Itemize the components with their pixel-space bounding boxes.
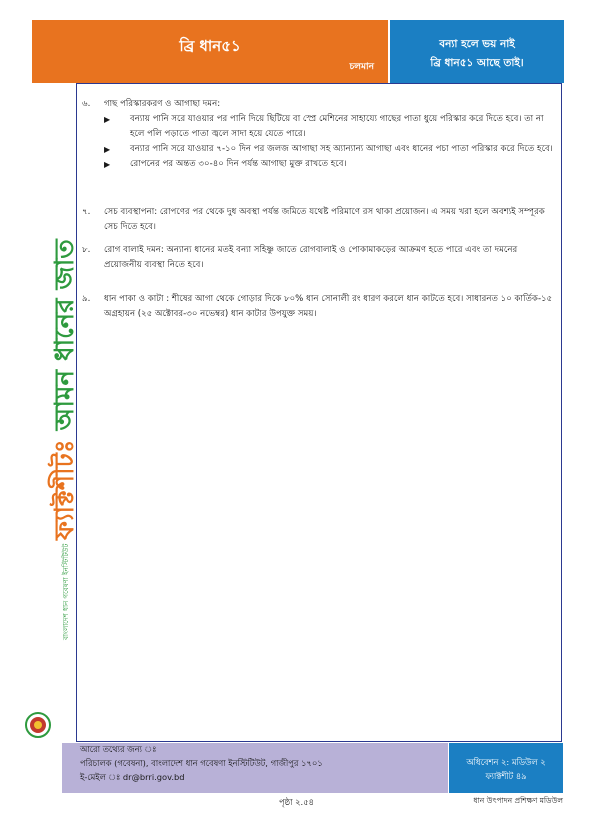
section-number: ৭.	[82, 207, 91, 217]
section-number: ৮.	[82, 245, 91, 255]
section-text: রোগ বালাই দমন: অন্যান্য ধানের মতই বন্যা সহিষ্ণু জাতে রোগবালাই ও পোকামাকড়ের আক্রমণ হতে পারে এবং তা দমনের প্রয়োজনীয় ব্যবস্থা নিতে হবে।	[104, 245, 518, 270]
bullet-item	[104, 142, 556, 157]
status-label: চলমান	[349, 62, 374, 72]
bullet-arrow-icon: ▶	[104, 115, 111, 124]
bullet-text: বন্যায় পানি সরে যাওয়ার পর পানি দিয়ে ছিটিয়ে বা স্প্রে মেশিনের সাহায্যে গাছের পাতা ধুয়ে পরিস্কার করে দিতে হবে। তা না হলে পলি পড়াতে পাতা জ্বলে সাদা হয়ে যেতে পারে।	[130, 114, 544, 139]
section-text: ধান পাকা ও কাটা : শীষের আগা থেকে গোড়ার দিকে ৮০% ধান সোনালী রং ধারণ করলে ধান কাটতে হবে। সাধারনত ১০ কার্তিক-১৫ অগ্রহায়ন (২৫ অক্টোবর-৩০ নভেম্বর) ধান কাটার উপযুক্ত সময়।	[104, 294, 553, 319]
section-number: ৯.	[82, 294, 91, 304]
sidebar-title	[44, 239, 91, 540]
sidebar-title-factsheet: ফ্যাক্টশীটঃ	[50, 439, 80, 540]
section-text: সেচ ব্যবস্থাপনা: রোপণের পর থেকে দুধ অবস্থা পর্যন্ত জমিতে যথেষ্ট পরিমাণে রস থাকা প্রয়োজন। এ সময় খরা হলে অবশ্যই সম্পূরক সেচ দিতে হবে।	[104, 207, 545, 232]
bullet-arrow-icon: ▶	[104, 145, 111, 154]
section-harvesting	[82, 292, 556, 322]
bullet-item	[104, 157, 556, 172]
footer-factsheet-number: ফ্যাক্টশীট ৪৯	[485, 771, 527, 781]
module-name: ধান উৎপাদন প্রশিক্ষণ মডিউল	[473, 796, 563, 805]
sidebar-title-variety: আমন ধানের জাত	[50, 239, 80, 431]
factsheet-title: ব্রি ধান৫১	[179, 37, 241, 55]
header-title-panel	[32, 20, 388, 83]
brri-logo-icon	[25, 712, 51, 738]
header-slogan-panel	[390, 20, 564, 83]
footer-info-heading: আরো তথ্যের জন্য ঃ	[80, 744, 157, 754]
section-disease-control	[82, 243, 556, 273]
content-frame	[76, 83, 562, 742]
slogan-line-1: বন্যা হলে ভয় নাই	[439, 38, 515, 50]
section-irrigation	[82, 205, 556, 235]
footer-module-panel	[449, 743, 563, 793]
footer-contact-panel	[62, 743, 448, 793]
slogan-line-2: ব্রি ধান৫১ আছে তাই।	[430, 57, 524, 69]
section-heading: গাছ পরিস্কারকরণ ও আগাছা দমন:	[104, 99, 221, 109]
bullet-text: বন্যার পানি সরে যাওয়ার ৭-১০ দিন পর জলজ আগাছা সহ অ্যান্যান্য আগাছা এবং ধানের পচা পাতা পরিস্কার করে দিতে হবে।	[130, 144, 553, 154]
bullet-item	[104, 112, 556, 142]
section-number: ৬.	[82, 99, 91, 109]
footer-email: ই-মেইল ঃ dr@brri.gov.bd	[80, 772, 185, 782]
institute-name: বাংলাদেশ ধান গবেষণা ইনস্টিটিউট	[62, 543, 70, 640]
footer-session: অধিবেশন ২: মডিউল ২	[466, 757, 546, 767]
page-number: পৃষ্ঠা ২.৫৪	[279, 797, 314, 807]
bullet-arrow-icon: ▶	[104, 160, 111, 169]
bullet-text: রোপনের পর অন্তত ৩০-৪০ দিন পর্যন্ত আগাছা মুক্ত রাখতে হবে।	[130, 159, 347, 169]
footer-contact-line: পরিচালক (গবেষনা), বাংলাদেশ ধান গবেষণা ইনস্টিটিউট, গাজীপুর ১৭০১	[80, 758, 323, 768]
section-weed-control	[82, 97, 556, 172]
